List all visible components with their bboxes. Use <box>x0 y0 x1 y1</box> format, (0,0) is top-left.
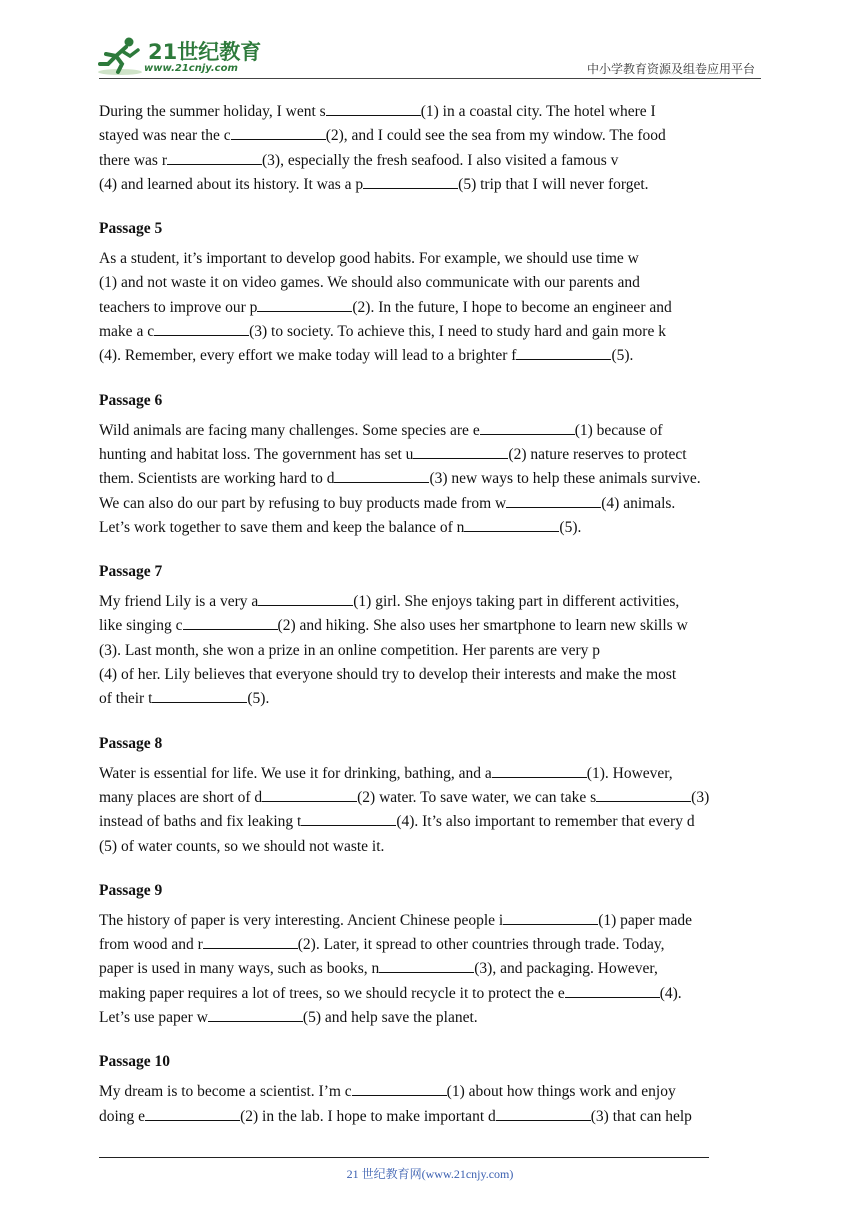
text-line <box>99 1006 769 1030</box>
answer-blank[interactable] <box>167 151 262 165</box>
text-line <box>99 786 769 810</box>
passage-heading: Passage 8 <box>99 734 163 752</box>
text-line <box>99 100 769 124</box>
text-line <box>99 835 769 859</box>
passage-text <box>99 909 769 1030</box>
passage-heading: Passage 7 <box>99 563 163 581</box>
text-line <box>99 933 769 957</box>
logo-url: www.21cnjy.com <box>144 63 238 74</box>
answer-blank[interactable] <box>334 469 429 483</box>
text-line <box>99 982 769 1006</box>
text-segment: (3), especially the fresh seafood. I also visited a famous v <box>262 151 619 169</box>
text-line <box>99 614 769 638</box>
text-line <box>99 492 769 516</box>
text-segment: (2) water. To save water, we can take s <box>357 788 597 806</box>
text-segment: paper is used in many ways, such as books, n <box>99 960 380 978</box>
answer-blank[interactable] <box>203 935 298 949</box>
answer-blank[interactable] <box>464 518 559 532</box>
text-segment: (2) in the lab. I hope to make important d <box>240 1107 496 1125</box>
text-segment: As a student, it’s important to develop good habits. For example, we should use time w <box>99 250 639 268</box>
text-line <box>99 1105 769 1129</box>
text-line <box>99 909 769 933</box>
site-logo[interactable] <box>96 34 266 80</box>
text-segment: (1) girl. She enjoys taking part in different activities, <box>353 593 680 611</box>
text-segment: Water is essential for life. We use it for drinking, bathing, and a <box>99 764 492 782</box>
text-line <box>99 173 769 197</box>
text-segment: like singing c <box>99 617 183 635</box>
passage-heading: Passage 9 <box>99 881 163 899</box>
passage-heading: Passage 6 <box>99 391 163 409</box>
answer-blank[interactable] <box>516 346 611 360</box>
text-segment: (3) to society. To achieve this, I need to study hard and gain more k <box>249 323 666 341</box>
passage-heading: Passage 10 <box>99 1053 171 1071</box>
text-line <box>99 762 769 786</box>
text-line <box>99 957 769 981</box>
text-segment: hunting and habitat loss. The government has set u <box>99 445 414 463</box>
answer-blank[interactable] <box>379 959 474 973</box>
text-segment: (3) <box>691 788 710 806</box>
answer-blank[interactable] <box>596 788 691 802</box>
text-segment: (1) in a coastal city. The hotel where I <box>420 103 656 120</box>
text-segment: doing e <box>99 1107 146 1125</box>
text-line <box>99 443 769 467</box>
text-segment: Let’s use paper w <box>99 1009 208 1027</box>
text-segment: them. Scientists are working hard to d <box>99 470 335 488</box>
text-segment: (1) because of <box>574 421 663 439</box>
text-segment: stayed was near the c <box>99 127 231 145</box>
text-segment: (4) and learned about its history. It was a p <box>99 175 364 193</box>
text-line <box>99 590 769 614</box>
text-segment: (4). <box>659 984 682 1002</box>
text-segment: (3) new ways to help these animals survive. <box>429 470 701 488</box>
text-segment: (5) of water counts, so we should not waste it. <box>99 837 385 855</box>
text-segment: The history of paper is very interesting. Ancient Chinese people i <box>99 911 504 929</box>
answer-blank[interactable] <box>326 102 421 116</box>
passage-text <box>99 247 769 368</box>
passage-text <box>99 1080 769 1129</box>
text-segment: of their t <box>99 690 153 708</box>
text-segment: We can also do our part by refusing to buy products made from w <box>99 494 507 512</box>
text-segment: (5). <box>559 518 582 536</box>
text-line <box>99 516 769 540</box>
page-header <box>0 0 860 80</box>
answer-blank[interactable] <box>496 1107 591 1121</box>
footer-text[interactable]: 21 世纪教育网(www.21cnjy.com) <box>346 1167 514 1181</box>
text-line <box>99 247 769 271</box>
answer-blank[interactable] <box>154 322 249 336</box>
answer-blank[interactable] <box>480 421 575 435</box>
passage-text <box>99 590 769 711</box>
text-segment: from wood and r <box>99 936 203 954</box>
text-line <box>99 124 769 148</box>
text-segment: Wild animals are facing many challenges. Some species are e <box>99 421 480 439</box>
text-segment: (5) trip that I will never forget. <box>458 175 649 193</box>
answer-blank[interactable] <box>257 298 352 312</box>
text-line <box>99 663 769 687</box>
text-segment: (1) paper made <box>598 911 693 929</box>
text-line <box>99 1080 769 1104</box>
answer-blank[interactable] <box>301 812 396 826</box>
text-segment: My dream is to become a scientist. I’m c <box>99 1083 352 1101</box>
text-line <box>99 296 769 320</box>
text-segment: there was r <box>99 151 167 169</box>
text-segment: (5). <box>247 690 270 708</box>
passage-heading: Passage 5 <box>99 220 163 238</box>
text-segment: instead of baths and fix leaking t <box>99 813 302 831</box>
answer-blank[interactable] <box>262 788 357 802</box>
text-line <box>99 149 769 173</box>
text-segment: (1) about how things work and enjoy <box>446 1083 676 1101</box>
answer-blank[interactable] <box>258 592 353 606</box>
text-segment: During the summer holiday, I went s <box>99 103 326 120</box>
text-segment: (5). <box>611 347 634 365</box>
answer-blank[interactable] <box>413 445 508 459</box>
text-line <box>99 320 769 344</box>
text-segment: many places are short of d <box>99 788 263 806</box>
text-segment: (5) and help save the planet. <box>302 1009 478 1027</box>
text-segment: My friend Lily is a very a <box>99 593 259 611</box>
runner-logo-icon <box>96 34 146 78</box>
text-segment: making paper requires a lot of trees, so we should recycle it to protect the e <box>99 984 565 1002</box>
text-line <box>99 810 769 834</box>
text-segment: Let’s work together to save them and keep the balance of n <box>99 518 465 536</box>
header-platform-text: 中小学教育资源及组卷应用平台 <box>586 62 755 76</box>
answer-blank[interactable] <box>363 175 458 189</box>
text-segment: (3) that can help <box>590 1107 692 1125</box>
text-line <box>99 271 769 295</box>
passage-text <box>99 100 769 197</box>
answer-blank[interactable] <box>152 689 247 703</box>
text-segment: (1) and not waste it on video games. We should also communicate with our parents and <box>99 274 640 292</box>
text-line <box>99 687 769 711</box>
text-segment: (4) animals. <box>601 494 676 512</box>
header-divider <box>99 78 761 79</box>
text-line <box>99 639 769 663</box>
text-segment: make a c <box>99 323 155 341</box>
text-segment: (1). However, <box>586 764 673 782</box>
text-segment: (2). Later, it spread to other countries through trade. Today, <box>297 936 665 954</box>
text-segment: (4) of her. Lily believes that everyone should try to develop their interests and make the most <box>99 666 677 684</box>
text-line <box>99 467 769 491</box>
text-segment: (4). It’s also important to remember that every d <box>396 813 695 831</box>
passage-text <box>99 419 769 540</box>
answer-blank[interactable] <box>565 984 660 998</box>
text-segment: (4). Remember, every effort we make today will lead to a brighter f <box>99 347 517 365</box>
answer-blank[interactable] <box>208 1008 303 1022</box>
document-body <box>99 100 769 1129</box>
answer-blank[interactable] <box>492 764 587 778</box>
text-line <box>99 419 769 443</box>
passage-text <box>99 762 769 859</box>
text-segment: (2). In the future, I hope to become an engineer and <box>352 298 672 316</box>
answer-blank[interactable] <box>352 1082 447 1096</box>
answer-blank[interactable] <box>231 126 326 140</box>
text-line <box>99 344 769 368</box>
footer-divider <box>99 1157 709 1158</box>
answer-blank[interactable] <box>145 1107 240 1121</box>
text-segment: teachers to improve our p <box>99 298 258 316</box>
text-segment: (3), and packaging. However, <box>474 960 658 978</box>
answer-blank[interactable] <box>506 494 601 508</box>
text-segment: (3). Last month, she won a prize in an online competition. Her parents are very p <box>99 641 601 659</box>
text-segment: (2) nature reserves to protect <box>508 445 687 463</box>
text-segment: (2), and I could see the sea from my window. The food <box>325 127 666 145</box>
answer-blank[interactable] <box>183 616 278 630</box>
logo-text: 21世纪教育 <box>148 40 262 64</box>
text-segment: (2) and hiking. She also uses her smartphone to learn new skills w <box>277 617 688 635</box>
answer-blank[interactable] <box>503 911 598 925</box>
